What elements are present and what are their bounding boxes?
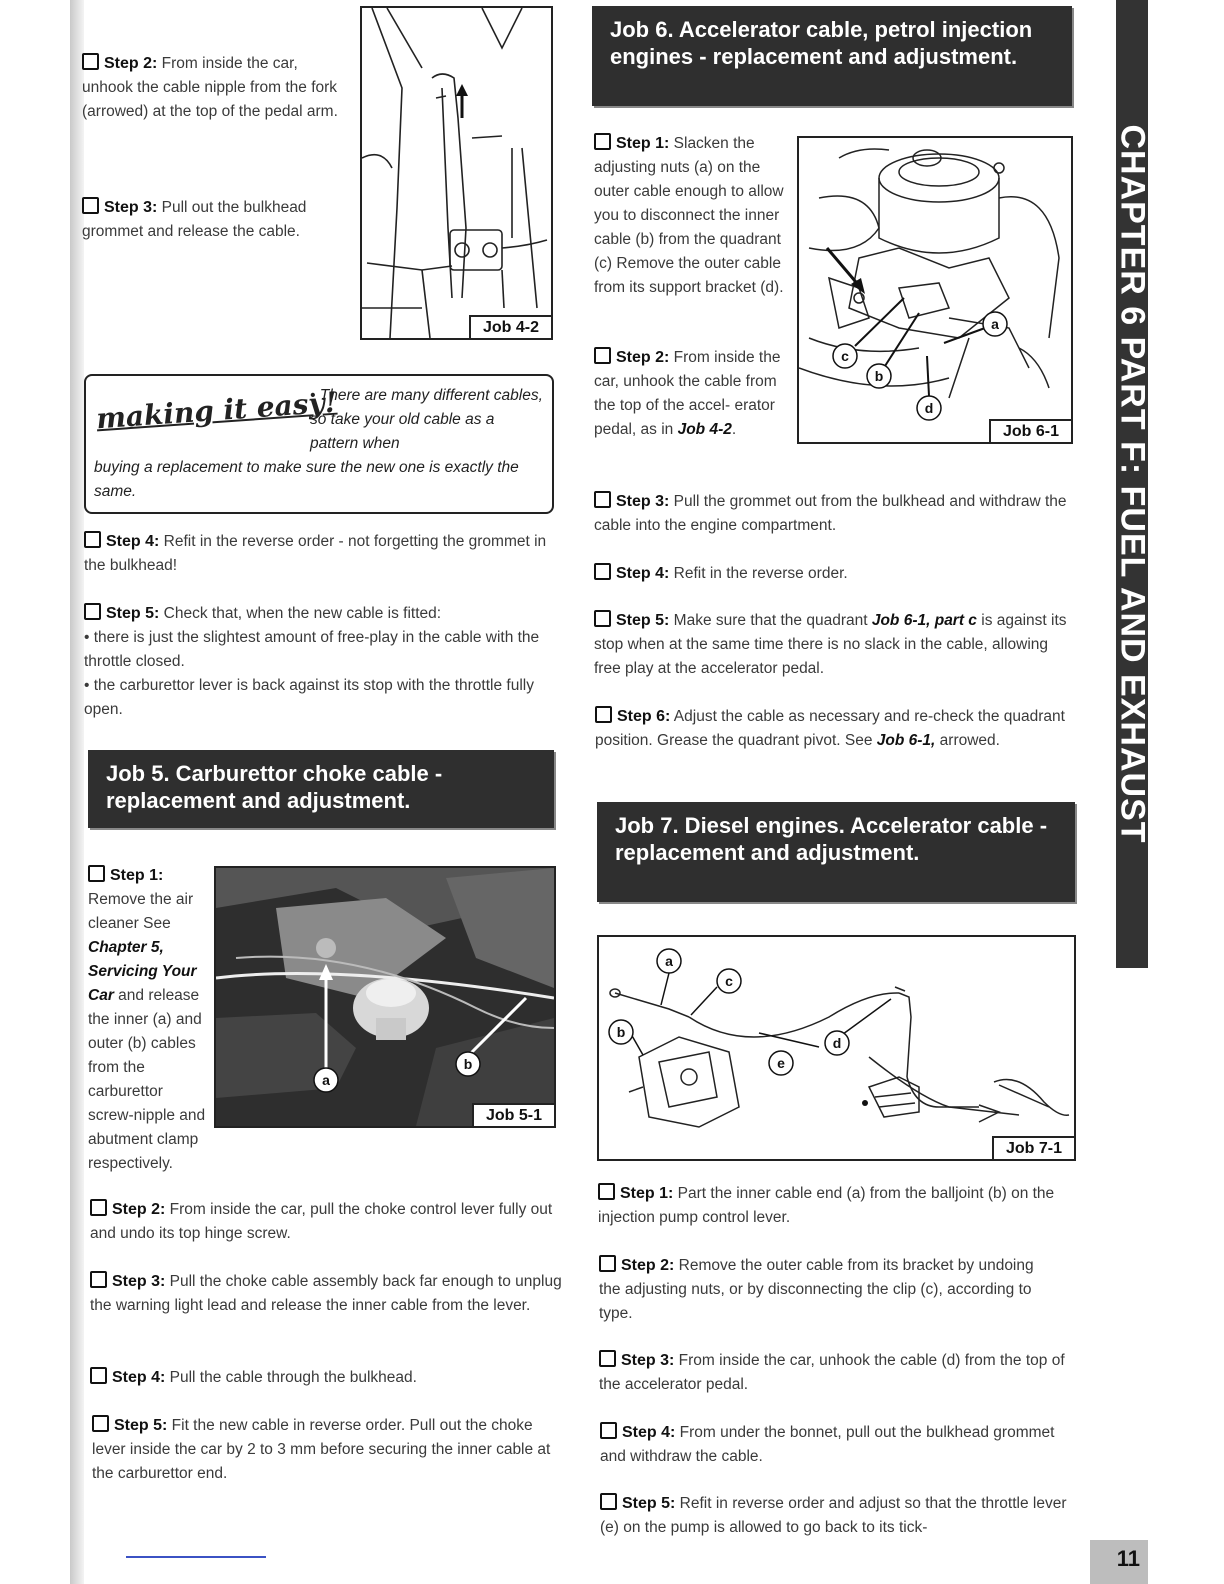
step-label: Step 4: [622,1424,676,1441]
step-label: Step 2: [621,1257,675,1274]
job6-step2 [594,346,792,442]
callout-b: b [874,368,884,384]
checkbox-icon [594,610,611,627]
step-text: Adjust the cable as necessary and re-check the quadrant position. Grease the quadrant pivot. See [595,708,1065,749]
checkbox-icon [594,491,611,508]
diesel-cable-drawing [599,937,1074,1159]
job6-step3 [594,490,1072,538]
step-label: Step 5: [616,612,670,629]
step-text: Part the inner cable end (a) from the balljoint (b) on the injection pump control lever. [598,1185,1055,1226]
step-label: Step 5: [106,605,160,622]
job7-step4 [600,1421,1070,1469]
callout-a: a [665,953,673,969]
job5-step1 [88,864,212,1176]
checkbox-icon [598,1183,615,1200]
footer-rule [126,1556,266,1558]
step-text: From inside the car, unhook the cable (d) from the top of the accelerator pedal. [599,1352,1065,1393]
callout-a: a [991,316,999,332]
step-text: and release the inner (a) and outer (b) cables from the carburettor screw-nipple and abutment clamp respectively. [88,987,206,1172]
step-label: Step 5: [114,1417,168,1434]
step-bullet: • there is just the slightest amount of free-play in the cable with the throttle closed. [84,629,540,670]
step-text: is against its stop when at the same time there is no slack in the cable, allowing free play at the accelerator pedal. [594,612,1067,677]
step-text: Pull the cable through the bulkhead. [169,1369,417,1386]
step-text: From under the bonnet, pull out the bulkhead grommet and withdraw the cable. [600,1424,1055,1465]
step-bullet: • the carburettor lever is back against its stop with the throttle fully open. [84,677,534,718]
job-reference: Job 6-1, part c [871,612,977,629]
checkbox-icon [90,1271,107,1288]
job5-step5 [92,1414,552,1486]
callout-d: d [924,400,934,416]
checkbox-icon [595,706,612,723]
job5-step2 [90,1198,560,1246]
job4-step5 [84,602,556,722]
step-text: Remove the air cleaner See [88,891,194,932]
step-text: Remove the outer cable from its bracket by undoing the adjusting nuts, or by disconnecting the clip (c), according to type. [599,1257,1034,1322]
pedal-drawing [362,8,551,338]
job6-step6 [595,705,1065,753]
step-text: From inside the car, unhook the cable from the top of the accel- erator pedal, as in [594,349,781,438]
tip-text-bottom: buying a replacement to make sure the new one is exactly the same. [94,459,519,500]
callout-e: e [777,1055,785,1071]
job6-step1 [594,132,790,300]
job5-heading: Job 5. Carburettor choke cable - replacement and adjustment. [88,750,554,828]
job7-heading: Job 7. Diesel engines. Accelerator cable - replacement and adjustment. [597,802,1075,902]
tip-text-top: • There are many different cables, so take your old cable as a pattern when [310,387,543,452]
checkbox-icon [599,1350,616,1367]
step-label: Step 1: [110,867,164,884]
page-margin [0,0,70,1584]
checkbox-icon [84,603,101,620]
step-label: Step 1: [616,135,670,152]
job5-step4 [90,1366,560,1390]
job-reference: Job 4-2 [677,421,732,438]
step-label: Step 3: [112,1273,166,1290]
step-text: Refit in the reverse order. [673,565,848,582]
step-label: Step 2: [616,349,670,366]
making-it-easy-tip [84,374,554,514]
job7-step5 [600,1492,1080,1540]
job4-step4 [84,530,554,578]
step-label: Step 3: [621,1352,675,1369]
job7-step1 [598,1182,1074,1230]
job-reference: Job 6-1, [876,732,936,749]
job6-step4 [594,562,1072,586]
figure-job-4-2 [360,6,553,340]
step-label: Step 1: [620,1185,674,1202]
figure-label: Job 7-1 [992,1136,1074,1159]
chapter-reference: Chapter 5, Servicing Your Car [88,939,197,1004]
figure-label: Job 5-1 [472,1103,554,1126]
job4-step3 [82,196,352,244]
job7-step3 [599,1349,1069,1397]
step-text: Pull the grommet out from the bulkhead and withdraw the cable into the engine compartment. [594,493,1067,534]
job5-step3 [90,1270,562,1318]
injection-unit-drawing [799,138,1071,442]
checkbox-icon [82,197,99,214]
job6-step5 [594,609,1074,681]
checkbox-icon [88,865,105,882]
step-text: From inside the car, unhook the cable nipple from the fork (arrowed) at the top of the pedal arm. [82,55,338,120]
callout-c: c [725,973,733,989]
step-text: Pull out the bulkhead grommet and release the cable. [82,199,307,240]
step-label: Step 2: [112,1201,166,1218]
callout-c: c [841,348,849,364]
checkbox-icon [600,1422,617,1439]
step-text: Pull the choke cable assembly back far enough to unplug the warning light lead and release the inner cable from the lever. [90,1273,562,1314]
callout-b: b [616,1024,626,1040]
step-text: Make sure that the quadrant [673,612,868,629]
step-text: Check that, when the new cable is fitted: [163,605,442,622]
step-label: Step 4: [112,1369,166,1386]
figure-job-7-1 [597,935,1076,1161]
callout-a: a [322,1072,330,1088]
checkbox-icon [594,133,611,150]
step-text: Fit the new cable in reverse order. Pull out the choke lever inside the car by 2 to 3 mm before securing the inner cable at the carburettor end. [92,1417,551,1482]
checkbox-icon [594,347,611,364]
job4-step2 [82,52,342,124]
job6-heading: Job 6. Accelerator cable, petrol injection engines - replacement and adjustment. [592,6,1072,106]
checkbox-icon [90,1199,107,1216]
step-label: Step 3: [104,199,158,216]
step-text: Refit in reverse order and adjust so that the throttle lever (e) on the pump is allowed to go back to its tick- [600,1495,1067,1536]
chapter-title: CHAPTER 6 PART F: FUEL AND EXHAUST [1113,124,1152,844]
figure-job-6-1 [797,136,1073,444]
checkbox-icon [84,531,101,548]
checkbox-icon [594,563,611,580]
figure-label: Job 4-2 [469,315,551,338]
checkbox-icon [600,1493,617,1510]
carburettor-photo [216,868,554,1126]
step-text: arrowed. [939,732,1000,749]
checkbox-icon [82,53,99,70]
making-it-easy-logo [95,385,338,436]
step-label: Step 4: [616,565,670,582]
figure-job-5-1 [214,866,556,1128]
step-text: Slacken the adjusting nuts (a) on the outer cable enough to allow you to disconnect the inner cable (b) from the quadrant (c) Remove the outer cable from its support bracket (d). [594,135,784,296]
checkbox-icon [599,1255,616,1272]
step-text: . [731,421,737,438]
callout-b: b [463,1056,473,1072]
callout-d: d [832,1035,842,1051]
step-label: Step 5: [622,1495,676,1512]
step-label: Step 2: [104,55,158,72]
figure-label: Job 6-1 [989,419,1071,442]
step-label: Step 3: [616,493,670,510]
step-label: Step 4: [106,533,160,550]
tip-logo-text: making it easy! [95,385,338,436]
job7-step2 [599,1254,1059,1326]
chapter-sidebar-tab [1113,0,1152,968]
step-label: Step 6: [617,708,671,725]
checkbox-icon [90,1367,107,1384]
page-number: 11 [1090,1540,1148,1584]
checkbox-icon [92,1415,109,1432]
step-text: From inside the car, pull the choke control lever fully out and undo its top hinge screw. [90,1201,553,1242]
step-text: Refit in the reverse order - not forgetting the grommet in the bulkhead! [84,533,547,574]
